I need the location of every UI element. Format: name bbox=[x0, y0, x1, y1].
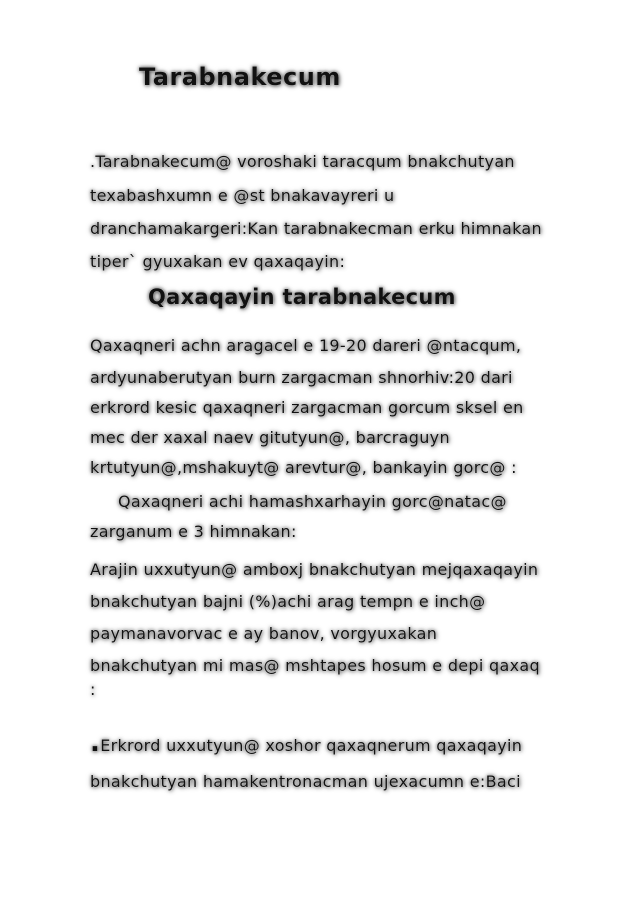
intro-line-3: dranchamakargeri:Kan tarabnakecman erku himnakan bbox=[90, 219, 542, 238]
intro-line-1: .Tarabnakecum@ voroshaki taracqum bnakchutyan bbox=[90, 152, 515, 171]
paragraph3-line-2: bnakchutyan bajni (%)achi arag tempn e inch@ bbox=[90, 592, 486, 611]
paragraph1-line-3: erkrord kesic qaxaqneri zargacman gorcum sksel en bbox=[90, 398, 524, 417]
paragraph1-line-4: mec der xaxal naev gitutyun@, barcraguyn bbox=[90, 428, 450, 447]
intro-line-4: tiper` gyuxakan ev qaxaqayin: bbox=[90, 252, 346, 271]
paragraph3-line-3: paymanavorvac e ay banov, vorgyuxakan bbox=[90, 624, 438, 643]
paragraph4-bullet: . bbox=[90, 728, 101, 758]
paragraph2-line-2: zarganum e 3 himnakan: bbox=[90, 522, 297, 541]
paragraph4-line-2: bnakchutyan hamakentronacman ujexacumn e:Baci bbox=[90, 772, 521, 791]
paragraph2-line-1: Qaxaqneri achi hamashxarhayin gorc@natac@ bbox=[118, 492, 507, 511]
paragraph3-line-5: : bbox=[90, 680, 96, 699]
paragraph4-line-1-text: Erkrord uxxutyun@ xoshor qaxaqnerum qaxaqayin bbox=[100, 736, 523, 755]
section-title: Qaxaqayin tarabnakecum bbox=[148, 285, 456, 309]
document-title: Tarabnakecum bbox=[139, 63, 341, 91]
paragraph3-line-4: bnakchutyan mi mas@ mshtapes hosum e depi qaxaq bbox=[90, 656, 540, 675]
intro-line-2: texabashxumn e @st bnakavayreri u bbox=[90, 186, 395, 205]
paragraph1-line-2: ardyunaberutyan burn zargacman shnorhiv:20 dari bbox=[90, 368, 513, 387]
paragraph1-line-5: krtutyun@,mshakuyt@ arevtur@, bankayin gorc@ : bbox=[90, 458, 517, 477]
paragraph4-line-1 bbox=[90, 728, 523, 758]
paragraph1-line-1: Qaxaqneri achn aragacel e 19-20 dareri @ntacqum, bbox=[90, 336, 522, 355]
paragraph3-line-1: Arajin uxxutyun@ amboxj bnakchutyan mejqaxaqayin bbox=[90, 560, 539, 579]
